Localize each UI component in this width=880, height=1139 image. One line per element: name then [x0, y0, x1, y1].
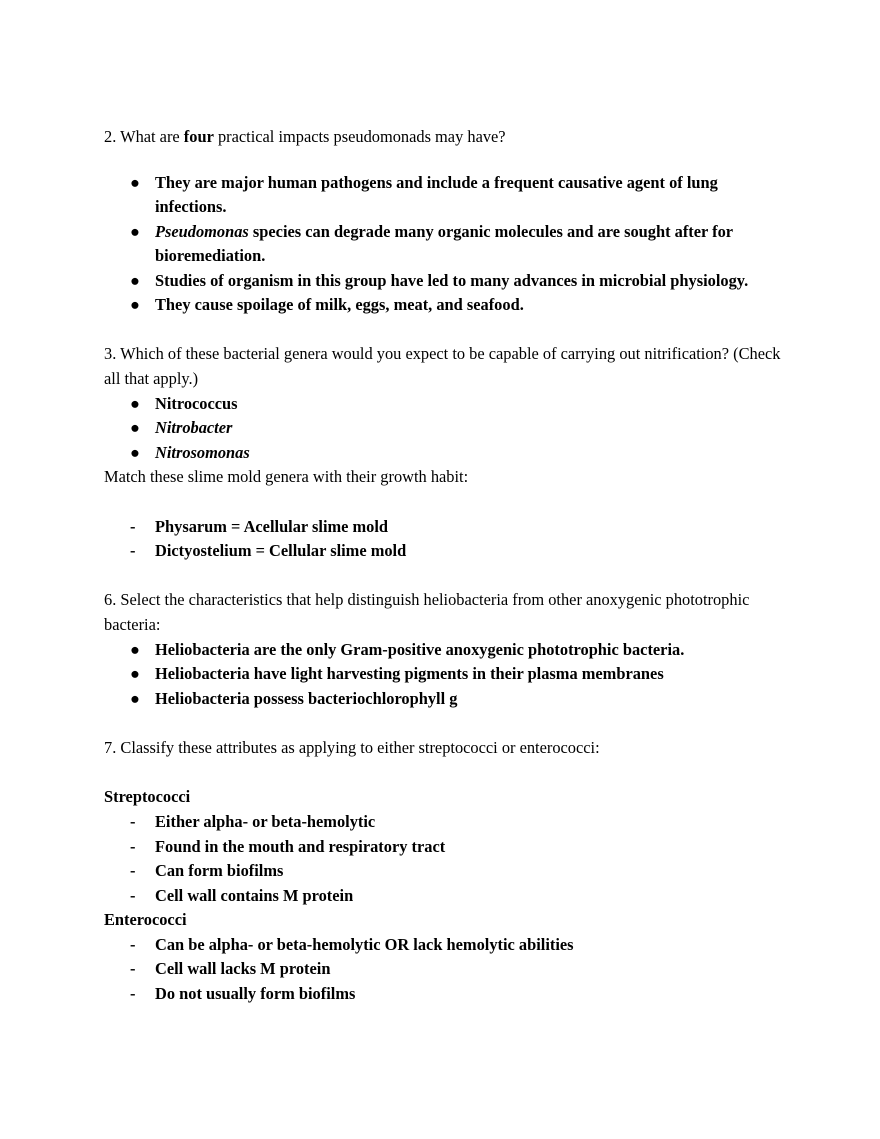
dash-icon: - — [130, 812, 136, 832]
list-item — [104, 515, 784, 540]
bullet-icon: ● — [130, 442, 140, 462]
answer-text: Heliobacteria have light harvesting pigments in their plasma membranes — [155, 664, 664, 684]
list-item — [104, 293, 784, 318]
answer-text: Studies of organism in this group have led to many advances in microbial physiology. — [155, 270, 749, 290]
answer-text: Can form biofilms — [155, 861, 284, 881]
answer-text: Cell wall contains M protein — [155, 885, 354, 905]
bullet-icon: ● — [130, 664, 140, 684]
bullet-icon: ● — [130, 418, 140, 438]
q2-answers — [104, 171, 784, 318]
answer-text: Can be alpha- or beta-hemolytic OR lack hemolytic abilities — [155, 934, 574, 954]
question-3: 3. Which of these bacterial genera would you expect to be capable of carrying out nitrification? (Check all that apply.) — [104, 344, 781, 389]
list-item — [104, 171, 784, 220]
q2-emphasis: four — [183, 127, 214, 146]
answer-text: Heliobacteria possess bacteriochlorophyll g — [155, 688, 458, 708]
dash-icon: - — [130, 959, 136, 979]
match-question: Match these slime mold genera with their growth habit: — [104, 467, 469, 487]
dash-icon: - — [130, 836, 136, 856]
answer-text: Either alpha- or beta-hemolytic — [155, 812, 376, 832]
bullet-icon: ● — [130, 172, 140, 192]
bullet-icon: ● — [130, 270, 140, 290]
genus-name: Pseudomonas — [155, 221, 249, 241]
dash-icon: - — [130, 541, 136, 561]
list-item — [104, 859, 784, 884]
dash-icon: - — [130, 516, 136, 536]
answer-text: Nitrococcus — [155, 393, 238, 413]
q2-suffix: practical impacts pseudomonads may have? — [213, 127, 506, 146]
bullet-icon: ● — [130, 295, 140, 315]
list-item — [104, 269, 784, 294]
list-item — [104, 662, 784, 687]
list-item — [104, 835, 784, 860]
list-item — [104, 539, 784, 564]
list-item — [104, 220, 784, 269]
dash-icon: - — [130, 861, 136, 881]
list-item — [104, 933, 784, 958]
answer-text: Heliobacteria are the only Gram-positive anoxygenic phototrophic bacteria. — [155, 639, 685, 659]
list-item — [104, 687, 784, 712]
answer-text: Nitrobacter — [155, 418, 233, 438]
answer-text: Dictyostelium = Cellular slime mold — [155, 541, 407, 561]
dash-icon: - — [130, 934, 136, 954]
bullet-icon: ● — [130, 639, 140, 659]
streptococci-heading: Streptococci — [104, 787, 191, 807]
bullet-icon: ● — [130, 393, 140, 413]
streptococci-list — [104, 810, 784, 908]
answer-text: Do not usually form biofilms — [155, 983, 356, 1003]
bullet-icon: ● — [130, 688, 140, 708]
dash-icon: - — [130, 983, 136, 1003]
enterococci-list — [104, 933, 784, 1007]
answer-text: They are major human pathogens and include a frequent causative agent of lung infections. — [155, 172, 718, 217]
list-item — [104, 884, 784, 909]
question-7: 7. Classify these attributes as applying to either streptococci or enterococci: — [104, 737, 600, 757]
answer-text: They cause spoilage of milk, eggs, meat, and seafood. — [155, 295, 524, 315]
q2-prefix: 2. What are — [104, 127, 184, 146]
list-item — [104, 957, 784, 982]
bullet-icon: ● — [130, 221, 140, 241]
answer-text: Nitrosomonas — [155, 442, 250, 462]
list-item — [104, 638, 784, 663]
list-item — [104, 982, 784, 1007]
match-answers — [104, 515, 784, 564]
list-item — [104, 416, 784, 441]
answer-text: Physarum = Acellular slime mold — [155, 516, 389, 536]
document-page — [104, 125, 784, 1006]
answer-text: Found in the mouth and respiratory tract — [155, 836, 446, 856]
answer-text: Cell wall lacks M protein — [155, 959, 331, 979]
q3-answers — [104, 392, 784, 466]
list-item — [104, 392, 784, 417]
list-item — [104, 810, 784, 835]
q6-answers — [104, 638, 784, 712]
question-6: 6. Select the characteristics that help distinguish heliobacteria from other anoxygenic phototrophic bacteria: — [104, 590, 750, 635]
dash-icon: - — [130, 885, 136, 905]
question-2 — [104, 125, 784, 150]
enterococci-heading: Enterococci — [104, 910, 187, 930]
list-item — [104, 441, 784, 466]
answer-text: species can degrade many organic molecules and are sought after for bioremediation. — [155, 221, 733, 266]
